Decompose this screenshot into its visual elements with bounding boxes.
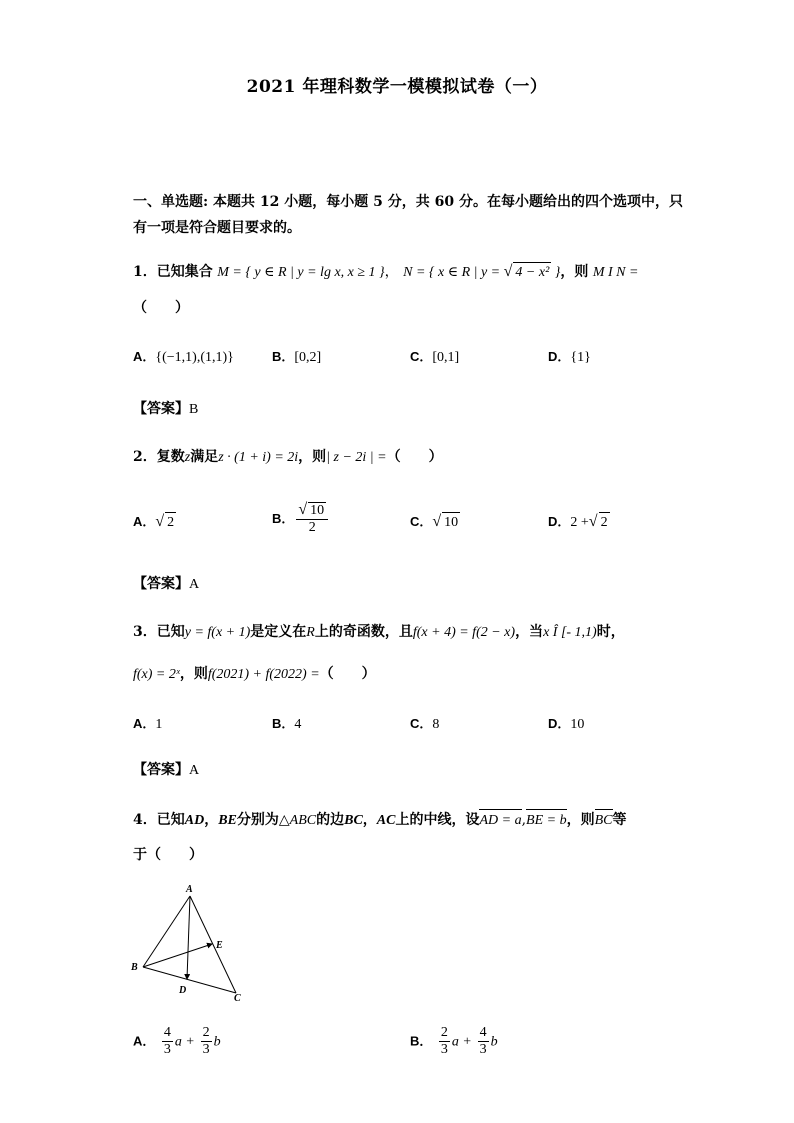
q1-option-d: D．{1} — [548, 349, 591, 365]
median-be — [143, 944, 212, 967]
vertex-b-label: B — [131, 962, 138, 973]
q2-answer: 【答案】A — [133, 576, 200, 592]
point-d-label: D — [179, 985, 187, 996]
side-ac — [190, 896, 236, 993]
question-3-line2: f(x) = 2ˣ，则f(2021) + f(2022) =（ ） — [133, 666, 376, 682]
q4-option-b: B． $\frac{2}{3}$ a + $\frac{4}{3}$ b — [410, 1025, 498, 1057]
side-ab — [143, 896, 190, 967]
section-header-line2: 有一项是符合题目要求的。 — [133, 220, 301, 236]
question-1-stem: 1．已知集合 M = { y ∈ R | y = lg x, x ≥ 1 }， N = { x ∈ R | y = √ 4 − x² }，则 M I N = — [133, 262, 638, 283]
q3-answer: 【答案】A — [133, 762, 200, 778]
q3-option-b: B．4 — [272, 716, 302, 732]
q3-option-a: A．1 — [133, 716, 163, 732]
section-header-line1: 一、单选题: 本题共 12 小题，每小题 5 分，共 60 分。在每小题给出的四个选项中，只 — [133, 194, 683, 210]
q1-option-c: C．[0,1] — [410, 349, 460, 365]
set-m: M = { y ∈ R | y = lg x, x ≥ 1 } — [217, 265, 385, 280]
q3-option-d: D．10 — [548, 716, 585, 732]
q1-option-a: A．{(−1,1),(1,1)} — [133, 349, 234, 365]
q1-option-b: B．[0,2] — [272, 349, 322, 365]
triangle-figure — [128, 880, 258, 1005]
question-1-paren: （ ） — [133, 300, 189, 316]
set-n-sqrt: 4 − x² — [513, 262, 551, 283]
intersection-expr: M I N = — [592, 265, 639, 280]
q3-option-c: C．8 — [410, 716, 440, 732]
page-title: 2021 年理科数学一模模拟试卷（一） — [246, 77, 548, 97]
question-4-stem: 4．已知AD，BE分别为△ABC的边BC，AC上的中线，设AD = a,BE = b，则BC等 — [133, 810, 627, 831]
question-number: 1． — [133, 264, 157, 280]
median-ad — [187, 896, 190, 979]
vertex-a-label: A — [186, 884, 193, 895]
q4-option-a: A． $\frac{4}{3}$ a + $\frac{2}{3}$ b — [133, 1025, 221, 1057]
side-bc — [143, 967, 236, 993]
point-e-label: E — [216, 940, 223, 951]
vertex-c-label: C — [234, 993, 241, 1004]
question-3-stem: 3．已知y = f(x + 1)是定义在R上的奇函数，且f(x + 4) = f(2 − x)，当x Î [- 1,1)时， — [133, 624, 625, 640]
q1-answer: 【答案】B — [133, 401, 199, 417]
q2-option-b: B． $\frac{√ 10}{2}$ — [272, 502, 330, 536]
question-4-line2: 于（ ） — [133, 847, 203, 863]
question-2-stem: 2．复数z满足z · (1 + i) = 2i，则| z − 2i | =（ ） — [133, 449, 443, 465]
q2-option-c: C．√ 10 — [410, 512, 460, 533]
q2-option-d: D．2 +√ 2 — [548, 512, 610, 533]
q2-option-a: A．√ 2 — [133, 512, 176, 533]
